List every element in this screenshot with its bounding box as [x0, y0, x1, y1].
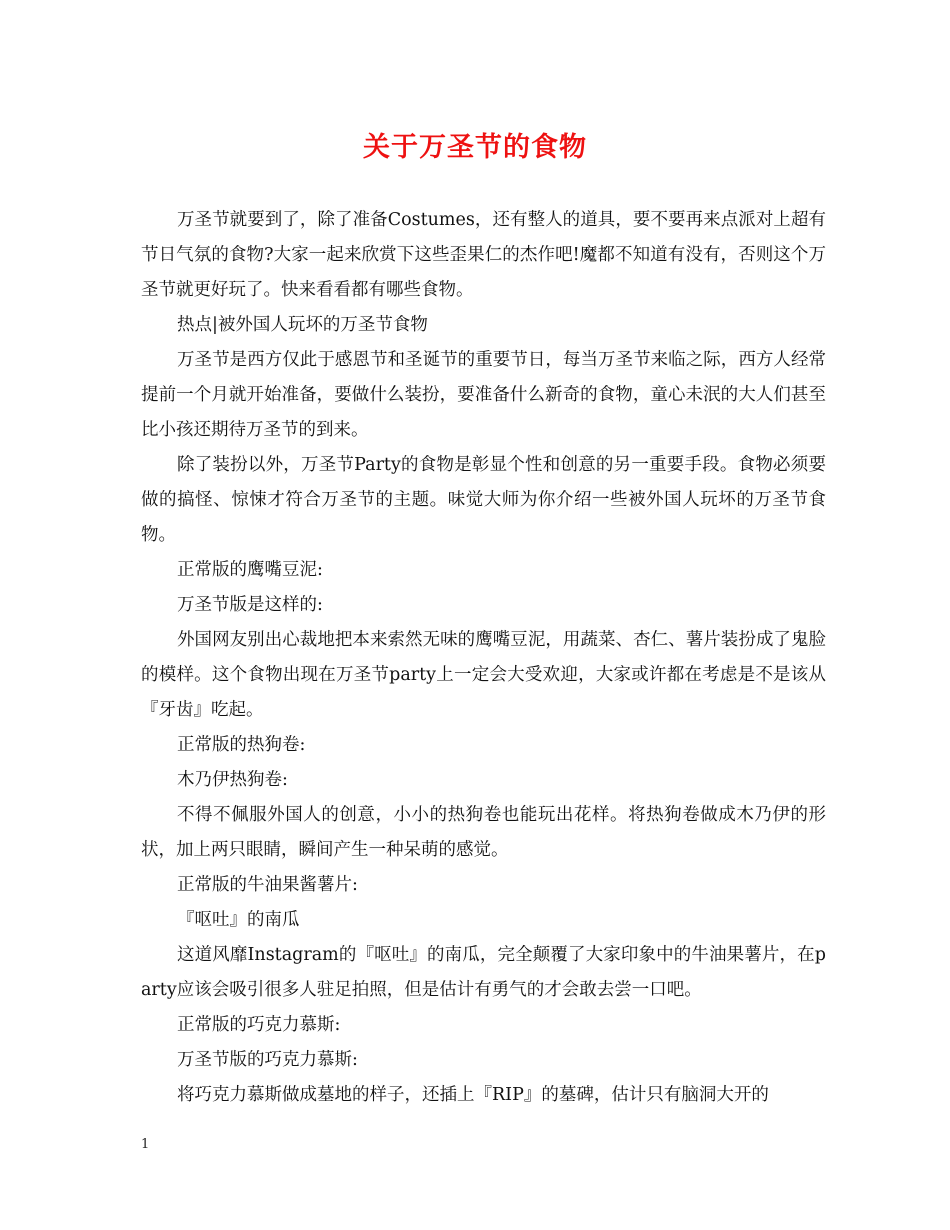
paragraph-vomit-pumpkin: 『呕吐』的南瓜: [177, 910, 300, 930]
paragraph-guacamole-normal: 正常版的牛油果酱薯片:: [177, 875, 358, 895]
paragraph-mousse-description: 将巧克力慕斯做成墓地的样子，还插上『RIP』的墓碑，估计只有脑洞大开的: [177, 1085, 769, 1105]
paragraph-mousse-halloween: 万圣节版的巧克力慕斯:: [177, 1050, 358, 1070]
paragraph-hotdog-description: 不得不佩服外国人的创意，小小的热狗卷也能玩出花样。将热狗卷做成木乃伊的形状，加上两只眼睛，瞬间产生一种呆萌的感觉。: [141, 805, 826, 860]
paragraph-pumpkin-description: 这道风靡Instagram的『呕吐』的南瓜，完全颠覆了大家印象中的牛油果薯片，在party应该会吸引很多人驻足拍照，但是估计有勇气的才会敢去尝一口吧。: [141, 945, 826, 1000]
document-body: [141, 203, 826, 1113]
paragraph-party-food: 除了装扮以外，万圣节Party的食物是彰显个性和创意的另一重要手段。食物必须要做的搞怪、惊悚才符合万圣节的主题。味觉大师为你介绍一些被外国人玩坏的万圣节食物。: [141, 455, 826, 545]
paragraph-background: 万圣节是西方仅此于感恩节和圣诞节的重要节日，每当万圣节来临之际，西方人经常提前一个月就开始准备，要做什么装扮，要准备什么新奇的食物，童心未泯的大人们甚至比小孩还期待万圣节的到来。: [141, 350, 826, 440]
paragraph-mousse-normal: 正常版的巧克力慕斯:: [177, 1015, 341, 1035]
paragraph-hotdog-normal: 正常版的热狗卷:: [177, 735, 306, 755]
paragraph-intro: 万圣节就要到了，除了准备Costumes，还有整人的道具，要不要再来点派对上超有节日气氛的食物?大家一起来欣赏下这些歪果仁的杰作吧!魔都不知道有没有，否则这个万圣节就更好玩了。快来看看都有哪些食物。: [141, 210, 826, 300]
paragraph-hummus-normal: 正常版的鹰嘴豆泥:: [177, 560, 323, 580]
paragraph-hummus-halloween: 万圣节版是这样的:: [177, 595, 323, 615]
paragraph-hummus-description: 外国网友别出心裁地把本来索然无味的鹰嘴豆泥，用蔬菜、杏仁、薯片装扮成了鬼脸的模样。这个食物出现在万圣节party上一定会大受欢迎，大家或许都在考虑是不是该从『牙齿』吃起。: [141, 630, 826, 720]
paragraph-hotdog-mummy: 木乃伊热狗卷:: [177, 770, 288, 790]
document-title: 关于万圣节的食物: [363, 132, 587, 163]
paragraph-hot-topic: 热点|被外国人玩坏的万圣节食物: [177, 315, 428, 335]
page-number: 1: [141, 1137, 150, 1152]
